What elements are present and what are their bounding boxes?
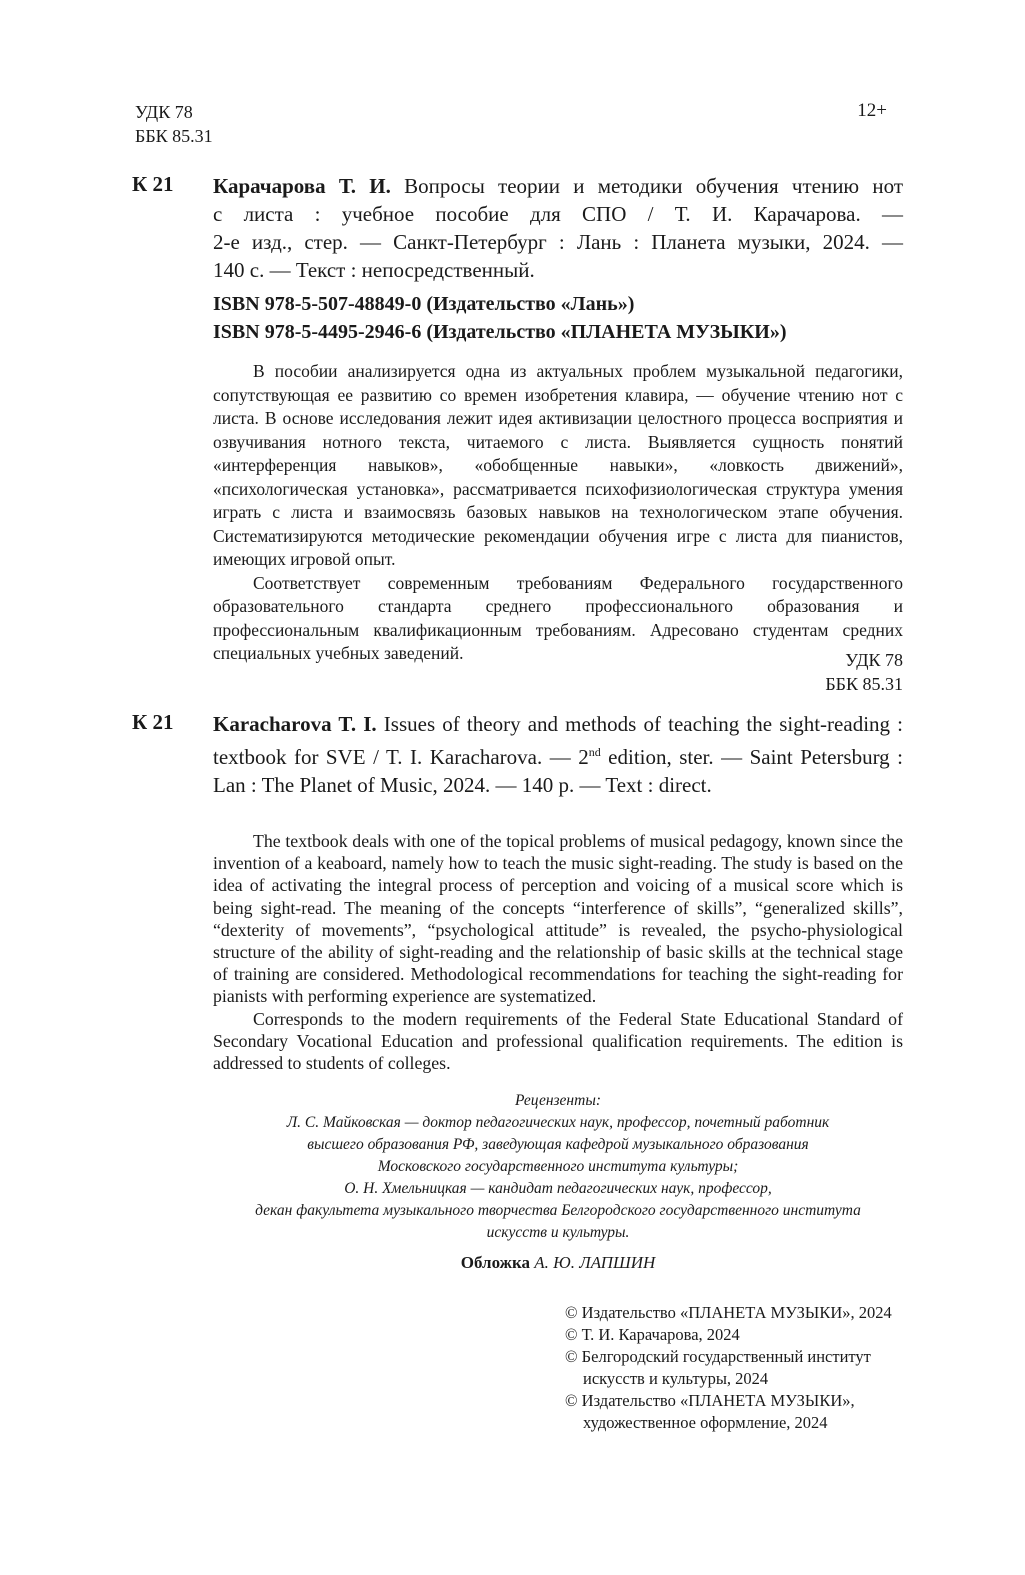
- cover-designer: А. Ю. ЛАПШИН: [534, 1253, 656, 1272]
- bbk-code: ББК 85.31: [135, 126, 213, 146]
- reviewer-line: Московского государственного института культуры;: [377, 1158, 739, 1175]
- reviewer-line: Л. С. Майковская — доктор педагогических наук, профессор, почетный работник: [286, 1114, 830, 1131]
- ru-classification: [825, 648, 903, 696]
- reviewers-title: Рецензенты:: [515, 1092, 601, 1109]
- header-classification: [135, 100, 213, 148]
- en-entry-line-2-sup: nd: [588, 745, 601, 759]
- en-abstract-paragraph-2: Corresponds to the modern requirements of the Federal State Educational Standard of Secondary Vocational Education and professional qualification requirements. The edition is addressed to students of colleges.: [213, 1008, 903, 1074]
- ru-author: Карачарова Т. И.: [213, 174, 391, 198]
- copyright-line: художественное оформление, 2024: [583, 1413, 828, 1432]
- isbn-planeta: ISBN 978-5-4495-2946-6 (Издательство «ПЛАНЕТА МУЗЫКИ»): [213, 321, 787, 343]
- reviewer-line: высшего образования РФ, заведующая кафедрой музыкального образования: [307, 1136, 809, 1153]
- reviewer-line: декан факультета музыкального творчества Белгородского государственного института: [255, 1202, 861, 1219]
- en-abstract: [213, 830, 903, 1074]
- isbn-block: [213, 290, 913, 346]
- reviewers-block: [213, 1090, 903, 1244]
- isbn-lan: ISBN 978-5-507-48849-0 (Издательство «Лань»): [213, 293, 635, 315]
- ru-bibliographic-entry: [213, 172, 903, 284]
- copyright-line: © Т. И. Карачарова, 2024: [565, 1325, 740, 1344]
- copyright-line: © Издательство «ПЛАНЕТА МУЗЫКИ»,: [565, 1391, 855, 1410]
- en-entry-line-3: Lan : The Planet of Music, 2024. — 140 p. — Text : direct.: [213, 773, 712, 797]
- ru-entry-code: К 21: [132, 172, 174, 196]
- en-abstract-paragraph-1: The textbook deals with one of the topical problems of musical pedagogy, known since the invention of a keaboard, namely how to teach the music sight-reading. The study is based on the idea of activating the integral process of perception and voicing of a musical score which is being sight-read. The meaning of the concepts “interference of skills”, “generalized skills”, “dexterity of movements”, “psychological attitude” is revealed, the psycho-physiological structure of the ability of sight-reading and the relationship of basic skills at the technical stage of training are considered. Methodological recommendations for teaching the sight-reading for pianists with performing experience are systematized.: [213, 831, 903, 1007]
- cover-label: Обложка: [460, 1253, 531, 1272]
- ru-abstract-paragraph-1: В пособии анализируется одна из актуальных проблем музыкальной педагогики, сопутствующая ее развитию со времен изобретения клавира, — обучение чтению нот с листа. В основе исследования лежит идея активизации целостного процесса восприятия и озвучивания нотного текста, читаемого с листа. Выявляется сущность понятий «интерференция навыков», «обобщенные навыки», «ловкость движений», «психологическая установка», рассматривается психофизиологическая структура умения играть с листа и взаимосвязь базовых навыков на технологическом этапе обучения. Систематизируются методические рекомендации обучения игре с листа для пианистов, имеющих игровой опыт.: [213, 361, 903, 569]
- reviewer-line: искусств и культуры.: [486, 1224, 630, 1241]
- en-entry-line-2: [213, 738, 903, 771]
- copyright-block: [565, 1302, 925, 1434]
- age-rating: 12+: [857, 100, 887, 121]
- copyright-line: искусств и культуры, 2024: [583, 1369, 769, 1388]
- ru-bbk-code: ББК 85.31: [825, 674, 903, 694]
- ru-udk-code: УДК 78: [845, 650, 903, 670]
- en-entry-line-2-pre: textbook for SVE / T. I. Karacharova. — 2: [213, 745, 589, 769]
- en-author: Karacharova T. I.: [213, 712, 377, 736]
- cover-credit: [213, 1253, 903, 1273]
- ru-entry-line-4: 140 с. — Текст : непосредственный.: [213, 258, 535, 282]
- ru-entry-line-3: 2-е изд., стер. — Санкт-Петербург : Лань : Планета музыки, 2024. —: [213, 230, 903, 254]
- en-entry-line-2-post: edition, ster. — Saint Petersburg :: [600, 745, 903, 769]
- en-entry-line-1: Issues of theory and methods of teaching the sight-reading :: [383, 712, 904, 736]
- copyright-line: © Издательство «ПЛАНЕТА МУЗЫКИ», 2024: [565, 1303, 892, 1322]
- en-bibliographic-entry: [213, 710, 903, 799]
- udk-code: УДК 78: [135, 102, 193, 122]
- en-entry-code: К 21: [132, 710, 174, 734]
- copyright-line: © Белгородский государственный институт: [565, 1347, 871, 1366]
- ru-entry-line-2: с листа : учебное пособие для СПО / Т. И. Карачарова. —: [213, 202, 903, 226]
- ru-abstract-paragraph-2: Соответствует современным требованиям Федерального государственного образовательного стандарта среднего профессионального образования и профессиональным квалификационным требованиям. Адресовано студентам средних специальных учебных заведений.: [213, 572, 903, 663]
- reviewer-line: О. Н. Хмельницкая — кандидат педагогических наук, профессор,: [344, 1180, 772, 1197]
- ru-entry-line-1: Вопросы теории и методики обучения чтению нот: [404, 174, 904, 198]
- ru-abstract: [213, 360, 903, 666]
